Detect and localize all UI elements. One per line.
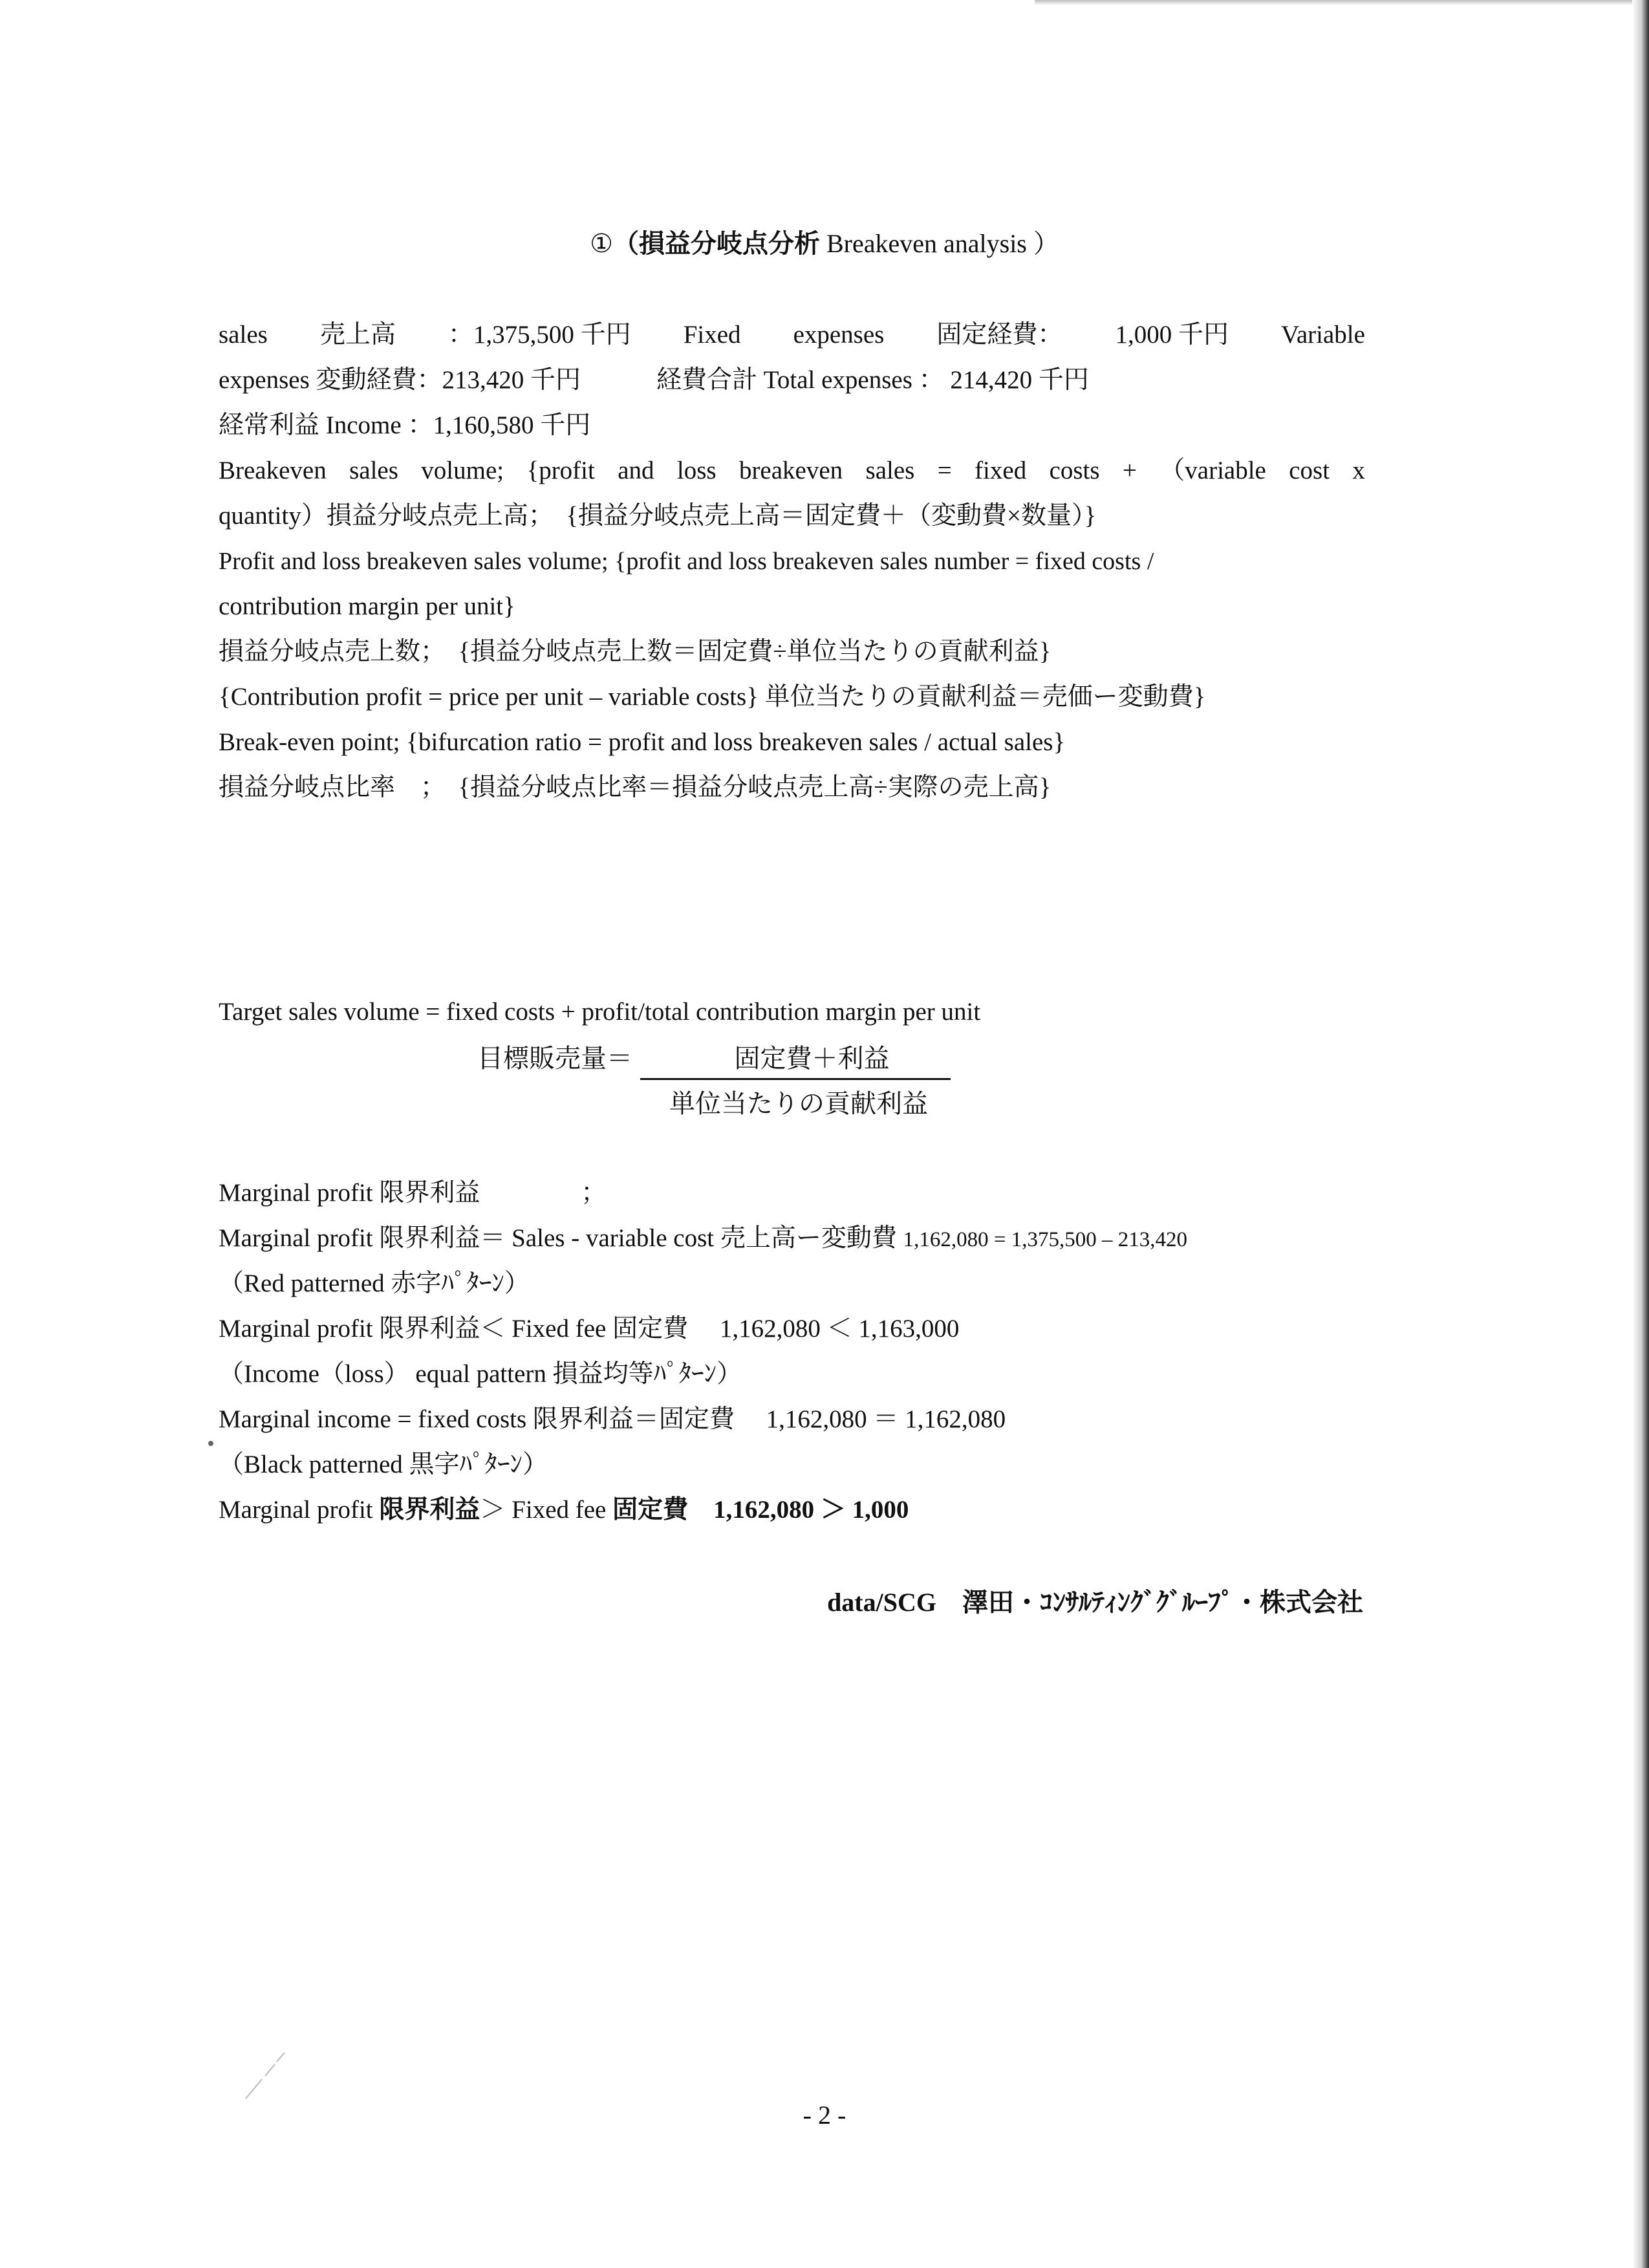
summary-word: sales [219, 321, 268, 349]
formula-word: + [1122, 457, 1137, 484]
marginal-line-2-values: 1,162,080 = 1,375,500 – 213,420 [903, 1228, 1187, 1251]
formula-word: = [937, 457, 952, 484]
formula-word: breakeven [738, 457, 843, 484]
summary-line-3: 経常利益 Income ：1,160,580 千円 [219, 411, 591, 439]
target-sales-numerator: 固定費＋利益 [734, 1044, 890, 1073]
scan-page-edge [1632, 0, 1649, 2268]
target-sales-denominator: 単位当たりの貢献利益 [669, 1089, 928, 1118]
formula-word: volume; [421, 457, 504, 484]
circled-number: ① [590, 229, 613, 258]
summary-word: expenses [793, 321, 885, 349]
contribution-line: {Contribution profit = price per unit – variable costs} 単位当たりの貢献利益＝売価ー変動費} [219, 683, 1206, 711]
target-sales-line: Target sales volume = fixed costs + profit/total contribution margin per unit [219, 998, 981, 1026]
breakeven-volume-line-2: contribution margin per unit} [219, 592, 515, 620]
black-pattern-line: （Black patterned 黒字ﾊﾟﾀｰﾝ） [219, 1451, 548, 1478]
marginal-line-8-d: 固定費 1,162,080 ＞ 1,000 [612, 1496, 909, 1524]
formula-word: {profit [526, 457, 595, 484]
target-sales-label: 目標販売量＝ [477, 1044, 632, 1073]
formula-word: and [618, 457, 654, 484]
breakeven-sales-line-1 [219, 451, 1365, 490]
marginal-line-8-a: Marginal profit [219, 1496, 380, 1524]
summary-word: ：1,375,500 千円 [447, 321, 631, 349]
breakeven-ratio-jp: 損益分岐点比率 ； {損益分岐点比率＝損益分岐点売上高÷実際の売上高} [219, 773, 1051, 801]
fraction-bar [640, 1078, 951, 1080]
formula-word: （variable [1159, 457, 1266, 484]
marginal-line-2 [219, 1219, 1365, 1259]
formula-word: sales [865, 457, 915, 484]
summary-line-1 [219, 316, 1365, 354]
formula-word: Breakeven [219, 457, 327, 484]
marginal-line-1: Marginal profit 限界利益 ； [219, 1179, 607, 1207]
marginal-line-4: Marginal profit 限界利益＜ Fixed fee 固定費 1,162,080 ＜ 1,163,000 [219, 1315, 960, 1343]
formula-word: sales [349, 457, 398, 484]
title-jp: （損益分岐点分析 [612, 229, 820, 258]
page-title [0, 223, 1649, 260]
breakeven-sales-line-2: quantity）損益分岐点売上高； {損益分岐点売上高＝固定費＋（変動費×数量）} [219, 502, 1097, 530]
marginal-line-6: Marginal income = fixed costs 限界利益＝固定費 1,162,080 ＝ 1,162,080 [219, 1405, 1006, 1433]
formula-word: cost [1289, 457, 1330, 484]
title-en: Breakeven analysis ） [819, 229, 1059, 258]
formula-word: loss [676, 457, 717, 484]
page-number: - 2 - [803, 2101, 846, 2130]
footer-credit: data/SCG 澤田・ｺﾝｻﾙﾃｨﾝｸﾞｸﾞﾙｰﾌﾟ・株式会社 [827, 1588, 1363, 1617]
scan-speck [208, 1441, 213, 1446]
formula-word: fixed [975, 457, 1027, 484]
scan-scratch-mark [239, 2050, 297, 2102]
breakeven-point-line: Break-even point; {bifurcation ratio = profit and loss breakeven sales / actual sales} [219, 728, 1066, 756]
summary-word: Variable [1280, 321, 1365, 349]
red-pattern-line: （Red patterned 赤字ﾊﾟﾀｰﾝ） [219, 1269, 530, 1297]
breakeven-volume-jp: 損益分岐点売上数； {損益分岐点売上数＝固定費÷単位当たりの貢献利益} [219, 638, 1051, 665]
marginal-line-8 [219, 1491, 1365, 1529]
summary-word: 固定経費： [936, 321, 1063, 349]
summary-word: Fixed [683, 321, 741, 349]
summary-word: 1,000 千円 [1115, 321, 1229, 349]
summary-line-2: expenses 変動経費：213,420 千円 経費合計 Total expenses ： 214,420 千円 [219, 366, 1089, 394]
formula-word: x [1352, 457, 1365, 484]
marginal-line-2-text: Marginal profit 限界利益＝ Sales - variable cost 売上高ー変動費 [219, 1224, 903, 1252]
summary-word: 売上高 [319, 321, 396, 349]
equal-pattern-line: （Income（loss） equal pattern 損益均等ﾊﾟﾀｰﾝ） [219, 1360, 742, 1388]
scan-top-edge [1035, 0, 1649, 5]
marginal-line-8-b: 限界利益 [379, 1496, 480, 1524]
breakeven-volume-line-1: Profit and loss breakeven sales volume; {profit and loss breakeven sales number = fixed costs / [219, 548, 1154, 575]
marginal-line-8-c: ＞ Fixed fee [480, 1496, 613, 1524]
formula-word: costs [1049, 457, 1100, 484]
